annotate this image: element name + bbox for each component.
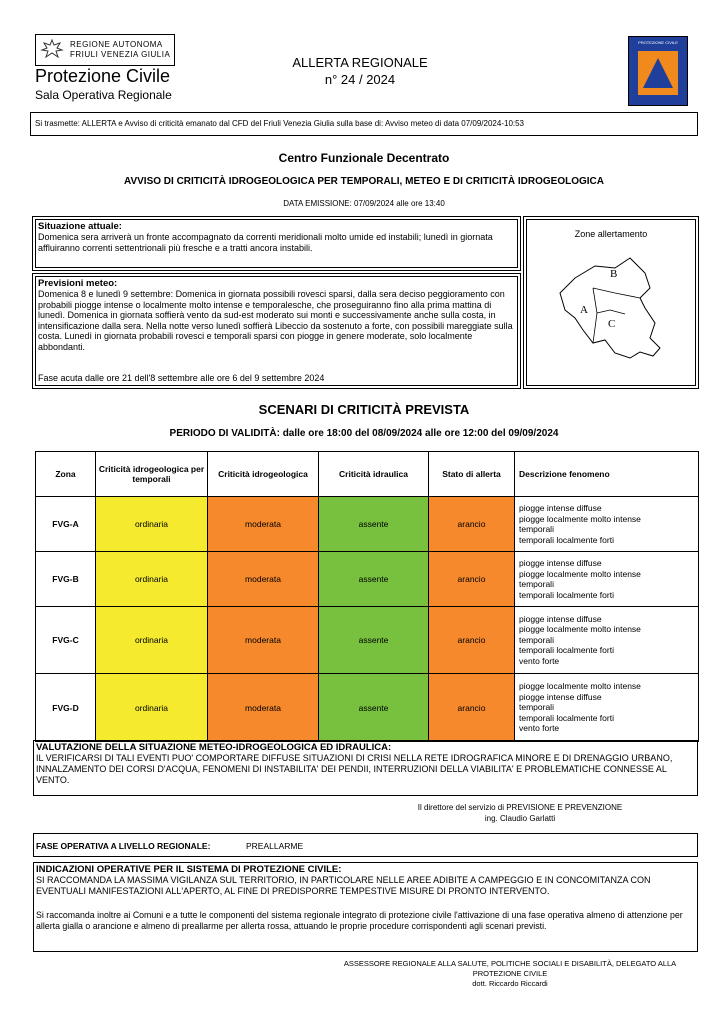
zone-c-label: C <box>608 318 616 330</box>
crit-temporali-cell: ordinaria <box>96 674 208 742</box>
description-cell <box>515 607 699 674</box>
alert-number: n° 24 / 2024 <box>324 72 396 87</box>
scenarios-table <box>35 451 699 742</box>
crit-idrogeologica-cell: moderata <box>208 497 319 552</box>
operative-heading: INDICAZIONI OPERATIVE PER IL SISTEMA DI PROTEZIONE CIVILE: <box>36 864 342 875</box>
regional-phase-label: FASE OPERATIVA A LIVELLO REGIONALE: <box>36 841 211 851</box>
forecast-text: Domenica 8 e lunedì 9 settembre: Domenica in giornata possibili rovesci sparsi, dalla sera deciso peggioramento con probabili piogge intense o localmente molto intense e temporalesche, che proseguiranno fino alla prima mattina di lunedì. Domenica in giornata soffierà vento da sud-est moderato sui monti e successivamente anche sulla costa, in intensificazione dalla sera. Nella notte verso lunedì soffierà Libeccio da sostenuto a forte, con possibili mareggiate sulla costa. Lunedì in giornata probabili rovesci e temporali sparsi con piogge in genere moderate, solo localmente abbondanti. <box>38 289 513 352</box>
description-line: temporali localmente forti <box>519 589 614 600</box>
operative-box <box>33 862 698 952</box>
director-line1: Il direttore del servizio di PREVISIONE E PREVENZIONE <box>417 803 623 812</box>
table-header-row <box>36 452 699 497</box>
forecast-phase: Fase acuta dalle ore 21 dell'8 settembre alle ore 6 del 9 settembre 2024 <box>38 373 325 383</box>
zone-cell: FVG-A <box>36 497 96 552</box>
regional-phase-box <box>33 833 698 857</box>
assessor-line2: PROTEZIONE CIVILE <box>472 969 548 978</box>
table-row <box>36 674 699 742</box>
alert-state-cell: arancio <box>429 552 515 607</box>
forecast-box <box>35 276 518 386</box>
description-cell <box>515 497 699 552</box>
table-row <box>36 607 699 674</box>
alert-title: ALLERTA REGIONALE <box>292 55 428 70</box>
crit-idraulica-cell: assente <box>319 674 429 742</box>
alert-state-cell: arancio <box>429 674 515 742</box>
crit-idrogeologica-cell: moderata <box>208 674 319 742</box>
zone-b-label: B <box>610 268 618 280</box>
description-line: piogge intense diffuse <box>519 691 602 702</box>
transmit-box <box>30 112 698 136</box>
emission-date: DATA EMISSIONE: 07/09/2024 alle ore 13:40 <box>283 199 445 208</box>
crit-idraulica-cell: assente <box>319 552 429 607</box>
description-line: temporali <box>519 579 554 589</box>
crit-idraulica-cell: assente <box>319 607 429 674</box>
description-line: temporali localmente forti <box>519 534 614 545</box>
cfd-title: Centro Funzionale Decentrato <box>278 151 450 165</box>
crit-idraulica-cell: assente <box>319 497 429 552</box>
evaluation-box <box>33 740 698 796</box>
zone-cell: FVG-B <box>36 552 96 607</box>
description-line: piogge localmente molto intense <box>519 681 641 692</box>
evaluation-text: IL VERIFICARSI DI TALI EVENTI PUO' COMPORTARE DIFFUSE SITUAZIONI DI CRISI NELLA RETE IDROGRAFICA MINORE E DI DRENAGGIO URBANO, INNALZAMENTO DEI CORSI D'ACQUA, FENOMENI DI INSTABILITA' DEI PENDII, INTERRUZIONI DELLA VIABILITA' E PROBLEMATICHE CONNESSE AL VENTO. <box>36 753 673 785</box>
description-line: piogge localmente molto intense <box>519 568 641 579</box>
header-crit-idraulica: Criticità idraulica <box>319 452 429 497</box>
scenarios-title: SCENARI DI CRITICITÀ PREVISTA <box>258 402 470 417</box>
region-name-line1: REGIONE AUTONOMA <box>70 40 163 49</box>
description-line: temporali <box>519 524 554 534</box>
situation-text: Domenica sera arriverà un fronte accompagnato da correnti meridionali molto umide ed instabili; lunedì in giornata affluiranno correnti settentrionali più fresche e a tratti ancora instabili. <box>38 232 493 253</box>
director-line2: ing. Claudio Garlatti <box>484 814 556 823</box>
description-line: piogge intense diffuse <box>519 503 602 513</box>
civil-protection-badge <box>628 36 688 106</box>
description-line: piogge localmente molto intense <box>519 513 641 524</box>
description-cell <box>515 552 699 607</box>
header-description: Descrizione fenomeno <box>515 452 699 497</box>
zone-cell: FVG-D <box>36 674 96 742</box>
region-logo-frame <box>35 34 175 66</box>
description-line: piogge intense diffuse <box>519 558 602 568</box>
crit-idrogeologica-cell: moderata <box>208 552 319 607</box>
zone-a-label: A <box>580 304 588 316</box>
crit-idrogeologica-cell: moderata <box>208 607 319 674</box>
zone-cell: FVG-C <box>36 607 96 674</box>
description-line: piogge intense diffuse <box>519 613 602 624</box>
assessor-line3: dott. Riccardo Riccardi <box>472 979 548 988</box>
logo-title: Protezione Civile <box>35 66 171 86</box>
operative-text-1: SI RACCOMANDA LA MASSIMA VIGILANZA SUL TERRITORIO, IN PARTICOLARE NELLE AREE ADIBITE A CAMPEGGIO E IN CONCOMITANZA CON EVENTUALI MANIFESTAZIONI ALL'APERTO, AL FINE DI PREDISPORRE TEMPESTIVE MISURE DI PRONTO INTERVENTO. <box>36 875 651 896</box>
region-name-line2: FRIULI VENEZIA GIULIA <box>70 50 171 59</box>
evaluation-heading: VALUTAZIONE DELLA SITUAZIONE METEO-IDROGEOLOGICA ED IDRAULICA: <box>36 742 392 753</box>
eagle-icon <box>40 38 64 62</box>
operative-text-2: Si raccomanda inoltre ai Comuni e a tutte le componenti del sistema regionale integrato di protezione civile l'attivazione di una fase operativa almeno di attenzione per allerta gialla o arancione e almeno di preallarme per allerta rossa, attuando le proprie procedure corrispondenti agli scenari previsti. <box>36 910 683 931</box>
header-zone: Zona <box>36 452 96 497</box>
regional-phase-value: PREALLARME <box>246 841 304 851</box>
crit-temporali-cell: ordinaria <box>96 607 208 674</box>
badge-text: PROTEZIONE CIVILE <box>638 40 678 45</box>
description-line: temporali <box>519 634 554 645</box>
notice-title: AVVISO DI CRITICITÀ IDROGEOLOGICA PER TEMPORALI, METEO E DI CRITICITÀ IDROGEOLOGICA <box>123 176 604 187</box>
description-line: temporali localmente forti <box>519 645 614 656</box>
header-alert-state: Stato di allerta <box>429 452 515 497</box>
transmit-text: Si trasmette: ALLERTA e Avviso di criticità emanato dal CFD del Friuli Venezia Giulia sulla base di: Avviso meteo di data 07/09/2024-10:53 <box>35 119 525 128</box>
logo-subtitle: Sala Operativa Regionale <box>35 88 172 102</box>
description-line: vento forte <box>519 723 560 734</box>
description-line: piogge localmente molto intense <box>519 624 641 635</box>
header-crit-temporali: Criticità idrogeologica per temporali <box>96 452 208 497</box>
zones-map <box>526 219 696 386</box>
map-title: Zone allertamento <box>574 229 648 239</box>
crit-temporali-cell: ordinaria <box>96 552 208 607</box>
description-line: vento forte <box>519 655 560 666</box>
table-row <box>36 497 699 552</box>
forecast-heading: Previsioni meteo: <box>38 278 118 289</box>
description-cell <box>515 674 699 742</box>
situation-box <box>35 219 518 268</box>
region-logo <box>35 34 175 104</box>
crit-temporali-cell: ordinaria <box>96 497 208 552</box>
situation-heading: Situazione attuale: <box>38 221 122 232</box>
triangle-icon <box>635 48 681 98</box>
validity-period: PERIODO DI VALIDITÀ: dalle ore 18:00 del 08/09/2024 alle ore 12:00 del 09/09/2024 <box>169 428 559 439</box>
description-line: temporali localmente forti <box>519 712 614 723</box>
alert-state-cell: arancio <box>429 607 515 674</box>
alert-state-cell: arancio <box>429 497 515 552</box>
description-line: temporali <box>519 702 554 713</box>
header-crit-idrogeologica: Criticità idrogeologica <box>208 452 319 497</box>
table-row <box>36 552 699 607</box>
assessor-line1: ASSESSORE REGIONALE ALLA SALUTE, POLITICHE SOCIALI E DISABILITÀ, DELEGATO ALLA <box>343 959 677 968</box>
